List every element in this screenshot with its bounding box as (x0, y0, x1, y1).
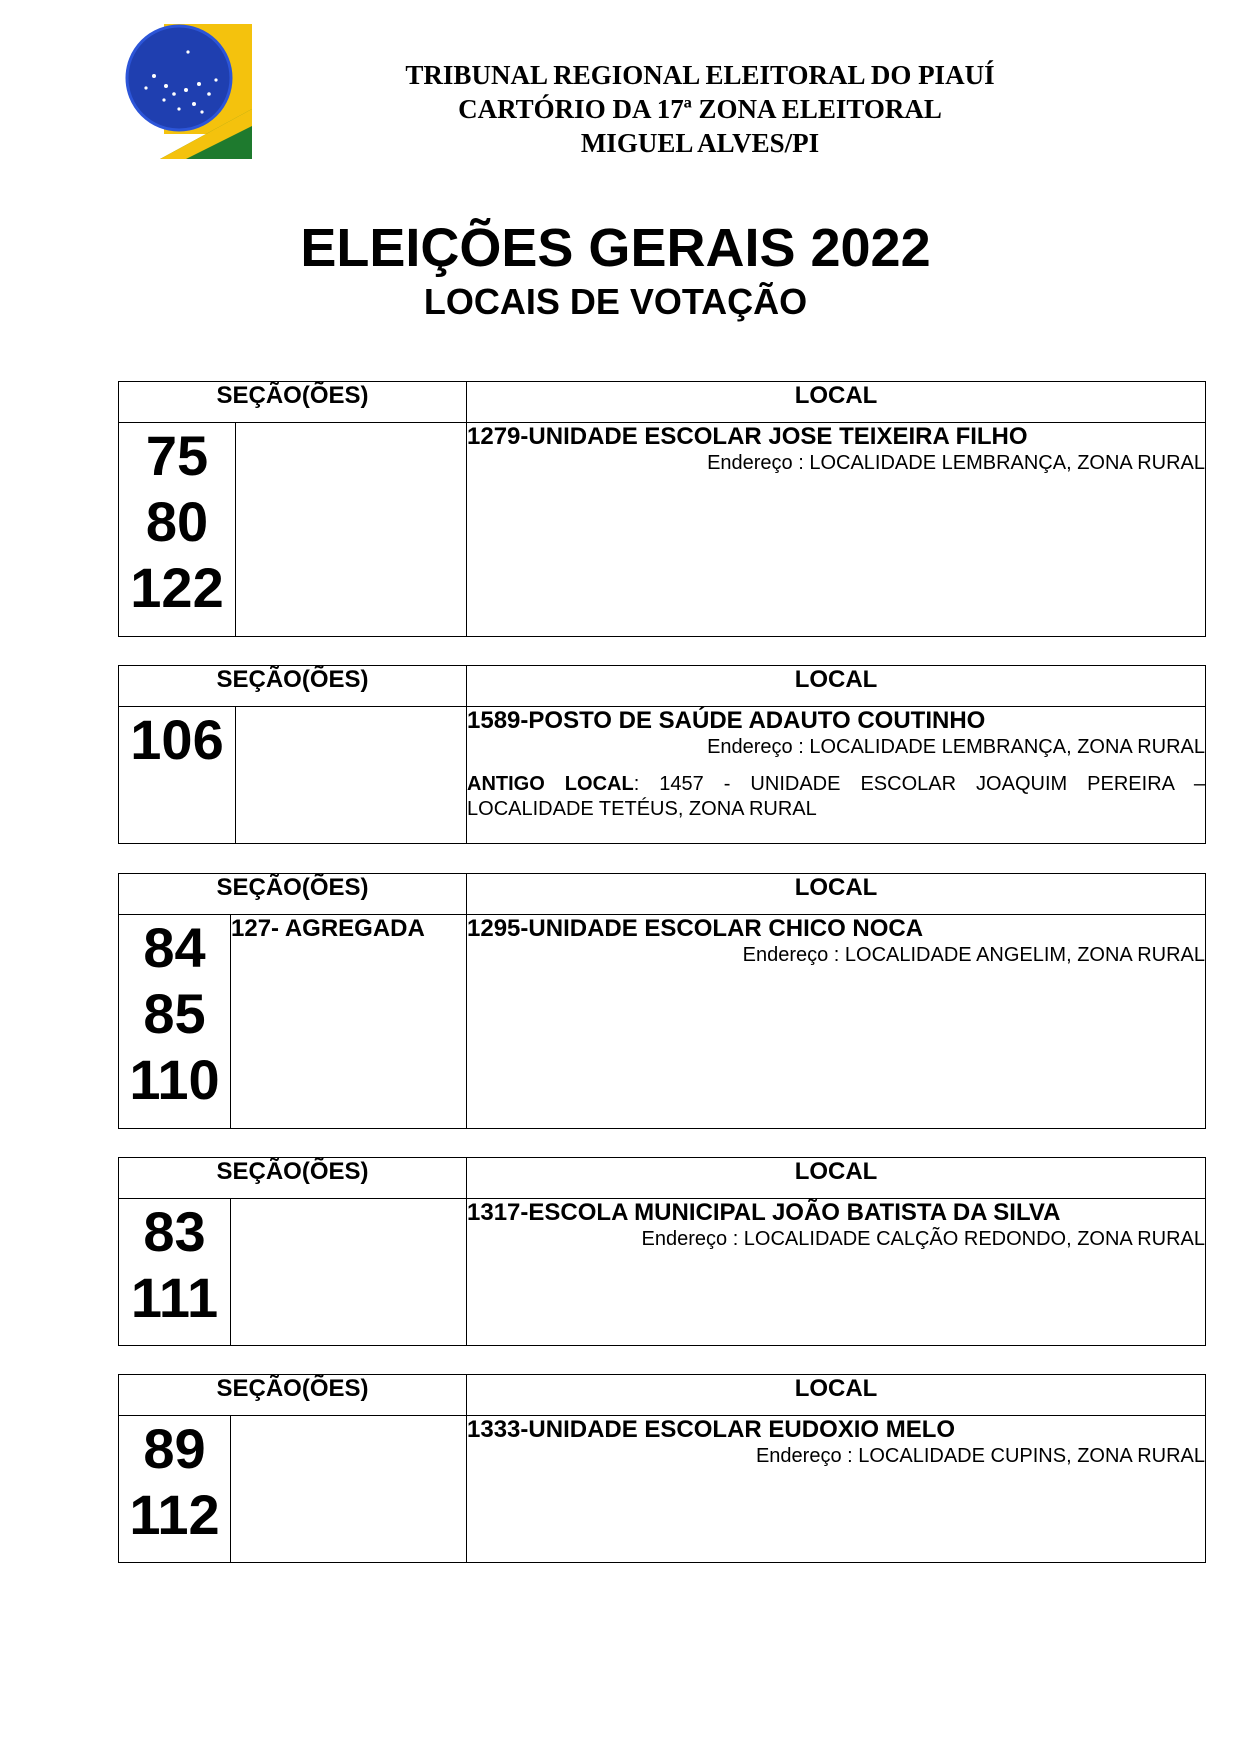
previous-location-label: ANTIGO LOCAL (467, 773, 634, 795)
section-number: 122 (130, 556, 224, 619)
local-address: Endereço : LOCALIDADE LEMBRANÇA, ZONA RURAL (707, 736, 1206, 758)
section-note (231, 1416, 467, 1563)
section-note (231, 1199, 467, 1346)
local-column-header: LOCAL (467, 382, 1206, 423)
local-column-header: LOCAL (467, 874, 1206, 915)
local-name: 1317-ESCOLA MUNICIPAL JOÃO BATISTA DA SILVA (467, 1199, 1061, 1226)
local-name: 1295-UNIDADE ESCOLAR CHICO NOCA (467, 915, 924, 942)
sections-column-header: SEÇÃO(ÕES) (119, 666, 467, 707)
section-number: 85 (143, 982, 206, 1045)
section-number: 111 (130, 1266, 219, 1329)
section-numbers (119, 915, 231, 1129)
section-numbers (119, 1199, 231, 1346)
local-name: 1333-UNIDADE ESCOLAR EUDOXIO MELO (467, 1416, 956, 1443)
previous-location-text: : 1457 - UNIDADE ESCOLAR JOAQUIM PEREIRA – LOCALIDADE TETÉUS, ZONA RURAL (467, 773, 1206, 820)
sections-column-header: SEÇÃO(ÕES) (119, 1158, 467, 1199)
sections-column-header: SEÇÃO(ÕES) (119, 874, 467, 915)
section-numbers (119, 707, 236, 844)
local-address: Endereço : LOCALIDADE CUPINS, ZONA RURAL (755, 1445, 1206, 1467)
local-cell (467, 1199, 1206, 1346)
section-number: 83 (143, 1200, 206, 1263)
polling-place-table-2 (118, 665, 1206, 844)
previous-location (467, 772, 1205, 822)
local-cell (467, 1416, 1206, 1563)
polling-place-table-5 (118, 1374, 1206, 1563)
local-name: 1589-POSTO DE SAÚDE ADAUTO COUTINHO (467, 707, 986, 734)
local-cell (467, 915, 1206, 1129)
polling-place-table-3 (118, 873, 1206, 1129)
sections-column-header: SEÇÃO(ÕES) (119, 382, 467, 423)
section-number: 110 (129, 1048, 220, 1111)
section-number: 75 (145, 424, 209, 487)
local-name: 1279-UNIDADE ESCOLAR JOSE TEIXEIRA FILHO (467, 423, 1028, 450)
section-number: 80 (145, 490, 209, 553)
local-column-header: LOCAL (467, 1375, 1206, 1416)
local-column-header: LOCAL (467, 1158, 1206, 1199)
local-column-header: LOCAL (467, 666, 1206, 707)
sections-column-header: SEÇÃO(ÕES) (119, 1375, 467, 1416)
section-number: 89 (143, 1417, 206, 1480)
section-note: 127- AGREGADA (231, 915, 467, 1129)
section-numbers (119, 1416, 231, 1563)
polling-place-table-1 (118, 381, 1206, 637)
document-title: ELEIÇÕES GERAIS 2022 (300, 218, 931, 278)
section-number: 112 (129, 1483, 220, 1546)
section-note (236, 707, 467, 844)
polling-place-table-4 (118, 1157, 1206, 1346)
local-address: Endereço : LOCALIDADE CALÇÃO REDONDO, ZONA RURAL (641, 1228, 1206, 1250)
tre-logo-emblem (124, 14, 254, 159)
local-address: Endereço : LOCALIDADE LEMBRANÇA, ZONA RURAL (707, 452, 1206, 474)
section-number: 106 (130, 708, 224, 771)
section-note (236, 423, 467, 637)
section-number: 84 (143, 916, 206, 979)
section-numbers (119, 423, 236, 637)
header-line-1: TRIBUNAL REGIONAL ELEITORAL DO PIAUÍ (405, 60, 995, 90)
header-line-3: MIGUEL ALVES/PI (580, 128, 820, 158)
local-cell (467, 707, 1206, 844)
document-subtitle: LOCAIS DE VOTAÇÃO (423, 281, 808, 322)
local-cell (467, 423, 1206, 637)
institution-header (320, 58, 1080, 160)
header-line-2: CARTÓRIO DA 17ª ZONA ELEITORAL (458, 94, 942, 124)
local-address: Endereço : LOCALIDADE ANGELIM, ZONA RURAL (742, 944, 1206, 966)
